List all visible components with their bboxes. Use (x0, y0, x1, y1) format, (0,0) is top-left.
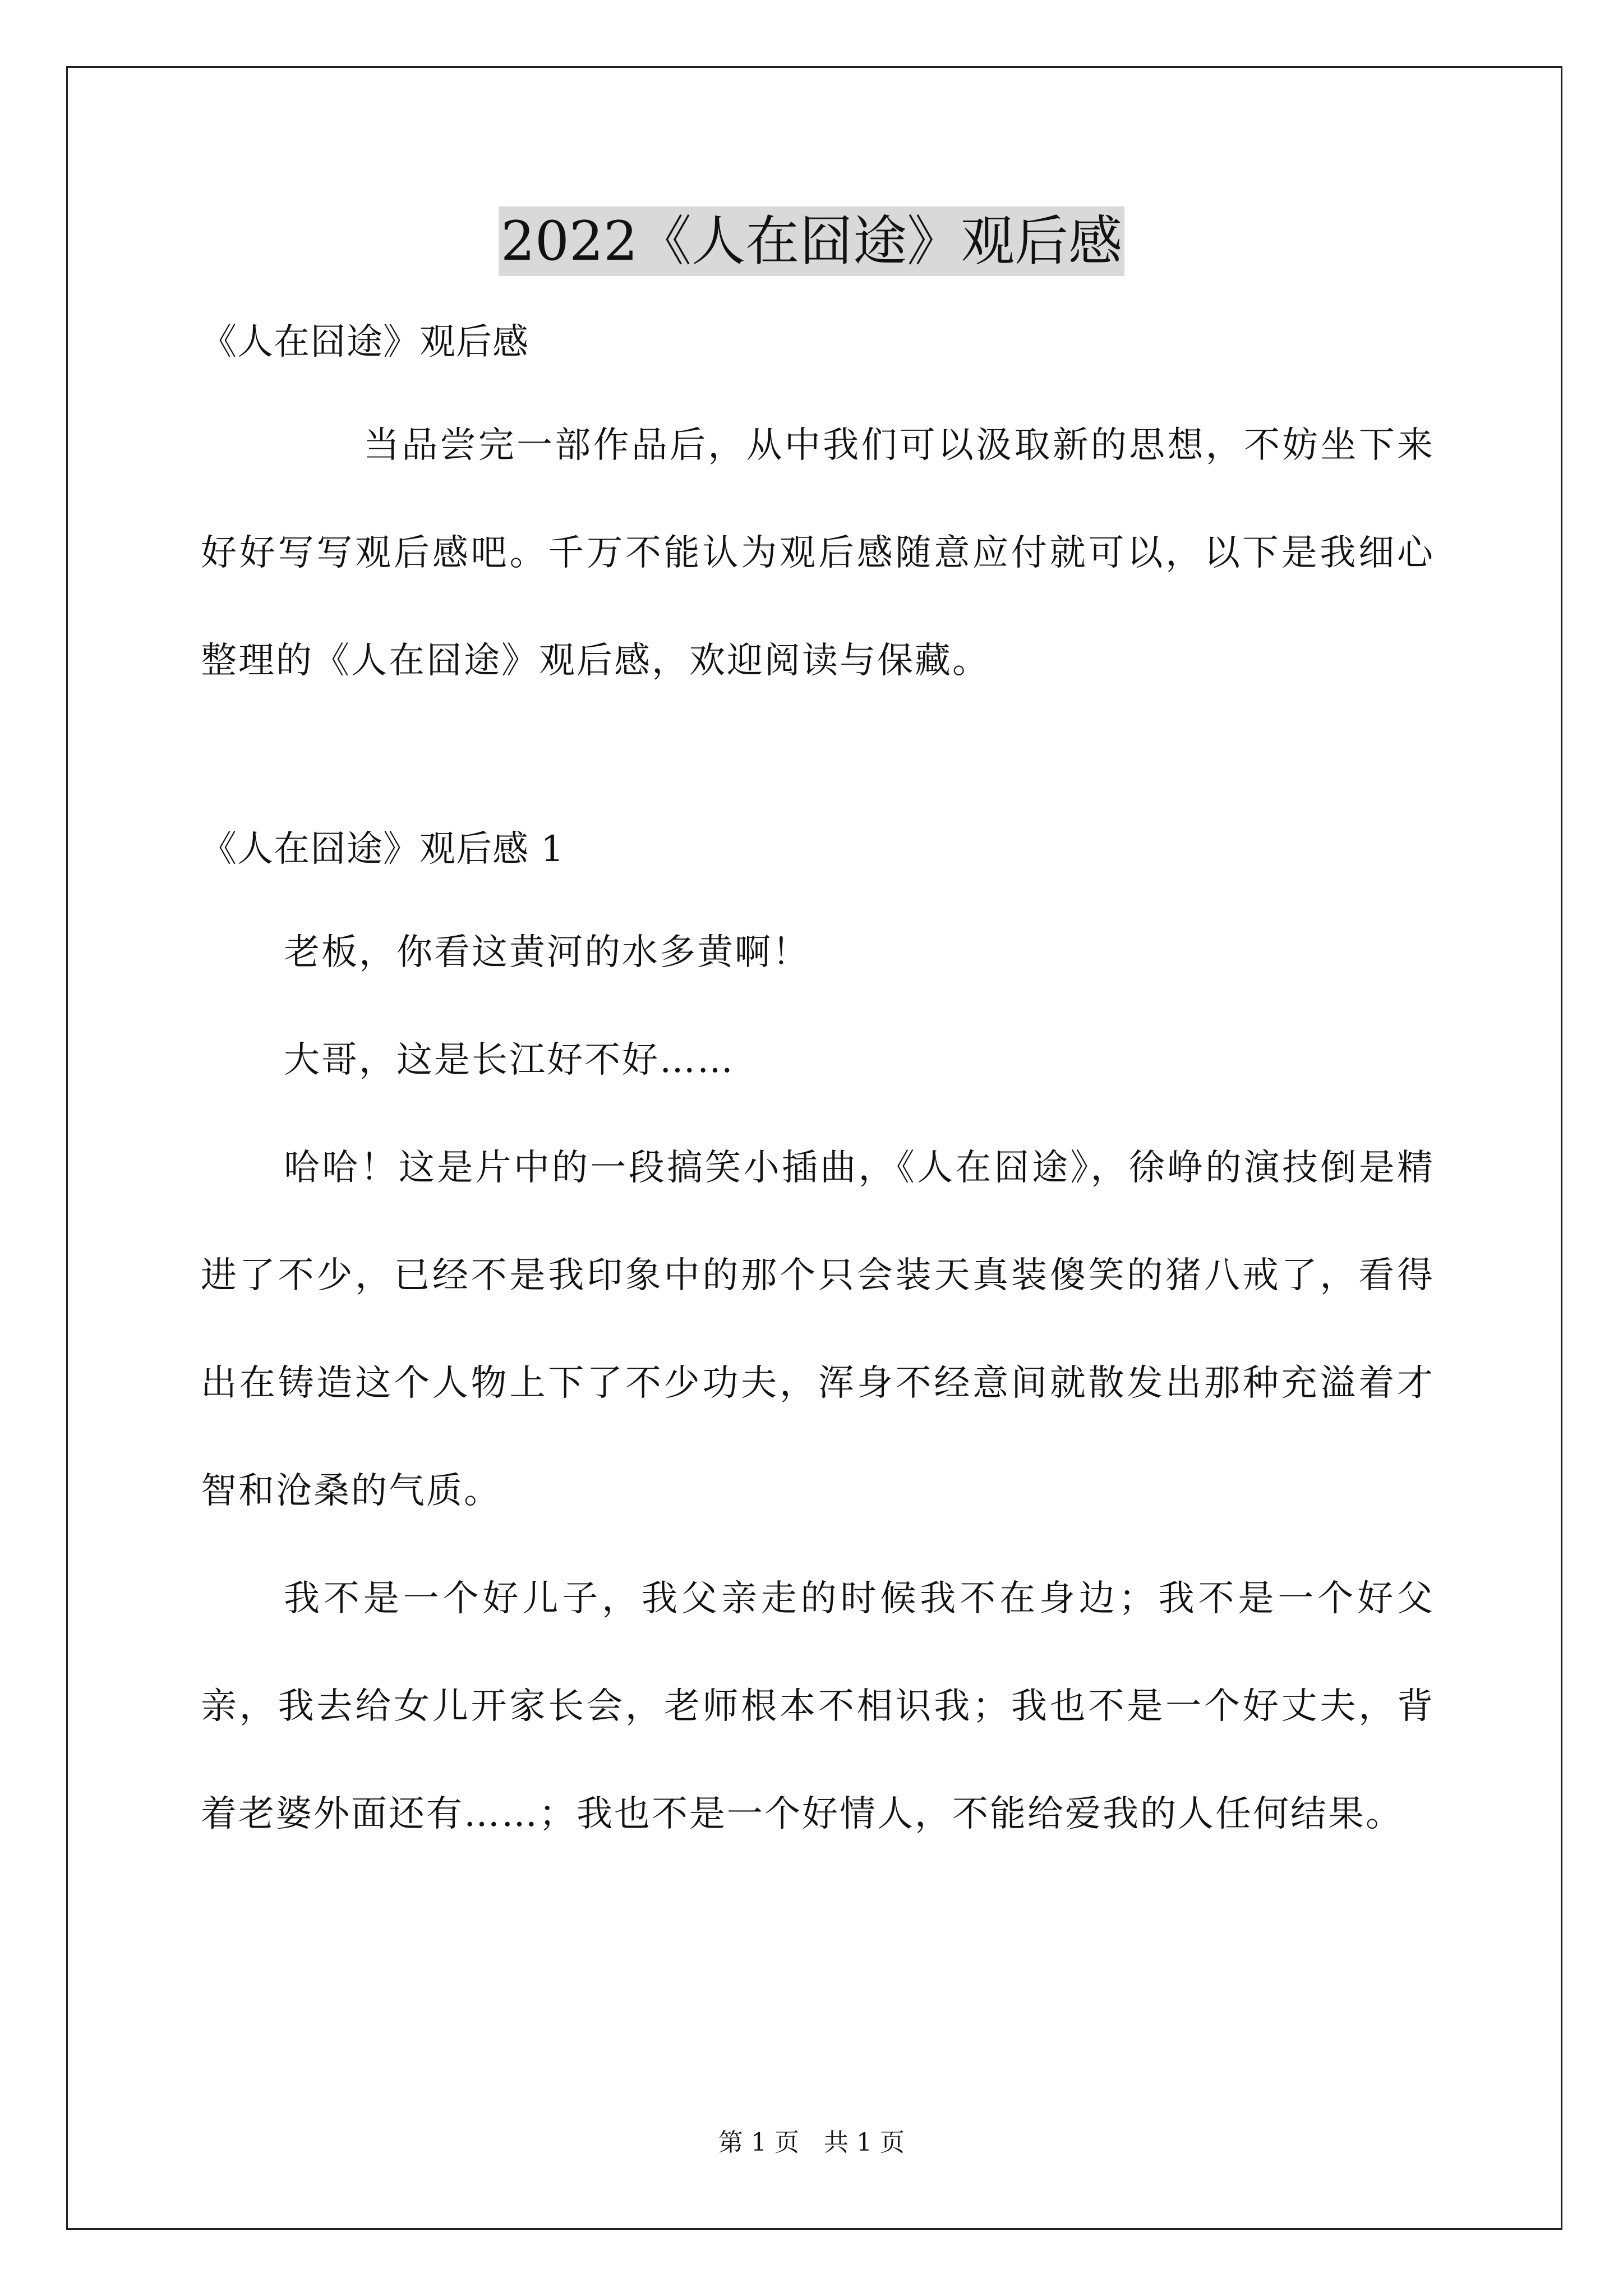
intro-paragraph: 当品尝完一部作品后，从中我们可以汲取新的思想，不妨坐下来好好写写观后感吧。千万不能认为观后感随意应付就可以，以下是我细心整理的《人在囧途》观后感，欢迎阅读与保藏。 (201, 425, 1435, 682)
body-paragraph-4: 我不是一个好儿子，我父亲走的时候我不在身边；我不是一个好父亲，我去给女儿开家长会，老师根本不相识我；我也不是一个好丈夫，背着老婆外面还有……；我也不是一个好情人，不能给爱我的人任何结果。 (201, 1578, 1435, 1835)
section-heading: 《人在囧途》观后感 1 (201, 829, 565, 870)
page-number-footer: 第 1 页 共 1 页 (718, 2128, 905, 2157)
document-title (0, 202, 1623, 280)
body-paragraph-1: 老板，你看这黄河的水多黄啊！ (284, 932, 810, 973)
body-paragraph-2: 大哥，这是长江好不好…… (284, 1039, 735, 1081)
document-body (201, 314, 1435, 1868)
document-title-text: 2022《人在囧途》观后感 (499, 206, 1124, 276)
body-paragraph-3: 哈哈！这是片中的一段搞笑小插曲，《人在囧途》，徐峥的演技倒是精进了不少，已经不是我印象中的那个只会装天真装傻笑的猪八戒了，看得出在铸造这个人物上下了不少功夫，浑身不经意间就散发出那种充溢着才智和沧桑的气质。 (201, 1147, 1435, 1512)
subtitle: 《人在囧途》观后感 (201, 321, 529, 363)
